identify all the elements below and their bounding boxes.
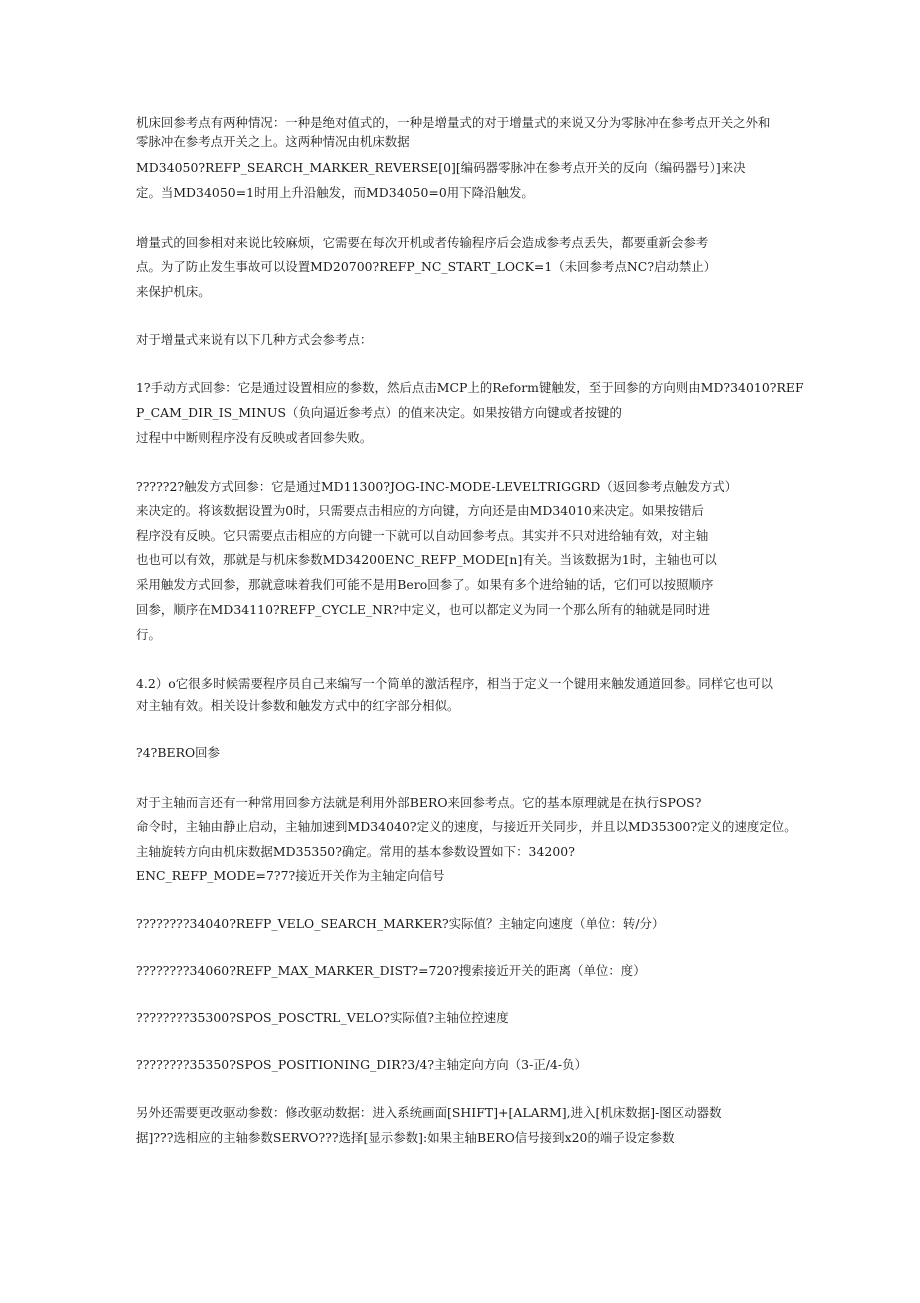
text-line: 增量式的回参相对来说比较麻烦，它需要在每次开机或者传输程序后会造成参考点丢失，都要重新会参考 xyxy=(136,235,709,250)
parameter-line: ????????35350?SPOS_POSITIONING_DIR?3/4?主轴定向方向（3-正/4-负） xyxy=(136,1057,588,1072)
text-line: 对主轴有效。相关设计参数和触发方式中的红字部分相似。 xyxy=(136,698,460,713)
text-line: 点。为了防止发生事故可以设置MD20700?REFP_NC_START_LOCK=1（未回参考点NC?启动禁止） xyxy=(136,259,717,274)
text-line: 程序没有反映。它只需要点击相应的方向键一下就可以自动回参考点。其实并不只对进给轴有效，对主轴 xyxy=(136,528,709,543)
text-line: 命令时，主轴由静止启动，主轴加速到MD34040?定义的速度，与接近开关同步，并且以MD35300?定义的速度定位。 xyxy=(136,819,797,834)
text-line: 也也可以有效，那就是与机床参数MD34200ENC_REFP_MODE[n]有关。当该数据为1时，主轴也可以 xyxy=(136,552,717,567)
text-line: 主轴旋转方向由机床数据MD35350?确定。常用的基本参数设置如下：34200? xyxy=(136,844,575,859)
text-line: 回参，顺序在MD34110?REFP_CYCLE_NR?中定义，也可以都定义为同一个那么所有的轴就是同时进 xyxy=(136,602,711,617)
text-line: 来决定的。将该数据设置为0时，只需要点击相应的方向键，方向还是由MD34010来决定。如果按错后 xyxy=(136,503,704,518)
parameter-line: ????????35300?SPOS_POSCTRL_VELO?实际值?主轴位控速度 xyxy=(136,1010,509,1025)
text-line: 采用触发方式回参，那就意味着我们可能不是用Bero回参了。如果有多个进给轴的话，它们可以按照顺序 xyxy=(136,577,714,592)
text-line: 定。当MD34050=1时用上升沿触发，而MD34050=0用下降沿触发。 xyxy=(136,185,534,200)
text-line: MD34050?REFP_SEARCH_MARKER_REVERSE[0][编码器零脉冲在参考点开关的反向（编码器号）]来决 xyxy=(136,160,746,175)
text-line: 机床回参考点有两种情况：一种是绝对值式的，一种是增量式的对于增量式的来说又分为零脉冲在参考点开关之外和 xyxy=(136,115,771,130)
text-line: 据]???选相应的主轴参数SERVO???选择[显示参数]:如果主轴BERO信号接到x20的端子设定参数 xyxy=(136,1130,675,1145)
text-line: 对于增量式来说有以下几种方式会参考点： xyxy=(136,332,373,347)
text-line: P_CAM_DIR_IS_MINUS（负向逼近参考点）的值来决定。如果按错方向键或者按键的 xyxy=(136,405,622,420)
text-line: 1?手动方式回参：它是通过设置相应的参数，然后点击MCP上的Reform键触发，至于回参的方向则由MD?34010?REF xyxy=(136,380,804,395)
text-line: 4.2）o它很多时候需要程序员自己来编写一个简单的激活程序，相当于定义一个键用来触发通道回参。同样它也可以 xyxy=(136,676,773,691)
text-line: 过程中中断则程序没有反映或者回参失败。 xyxy=(136,430,373,445)
text-line: 零脉冲在参考点开关之上。这两种情况由机床数据 xyxy=(136,134,410,149)
text-line: 来保护机床。 xyxy=(136,284,211,299)
text-line: ?????2?触发方式回参：它是通过MD11300?JOG-INC-MODE-LEVELTRIGGRD（返回参考点触发方式） xyxy=(136,479,738,494)
parameter-line: ????????34040?REFP_VELO_SEARCH_MARKER?实际值？主轴定向速度（单位：转/分） xyxy=(136,916,665,931)
section-heading: ?4?BERO回参 xyxy=(136,745,221,760)
text-line: ENC_REFP_MODE=7?7?接近开关作为主轴定向信号 xyxy=(136,868,445,883)
parameter-line: ????????34060?REFP_MAX_MARKER_DIST?=720?搜索接近开关的距离（单位：度） xyxy=(136,963,646,978)
text-line: 对于主轴而言还有一种常用回参方法就是利用外部BERO来回参考点。它的基本原理就是在执行SPOS? xyxy=(136,795,702,810)
text-line: 行。 xyxy=(136,627,161,642)
text-line: 另外还需要更改驱动参数：修改驱动数据：进入系统画面[SHIFT]+[ALARM],进入[机床数据]-图区动器数 xyxy=(136,1105,722,1120)
